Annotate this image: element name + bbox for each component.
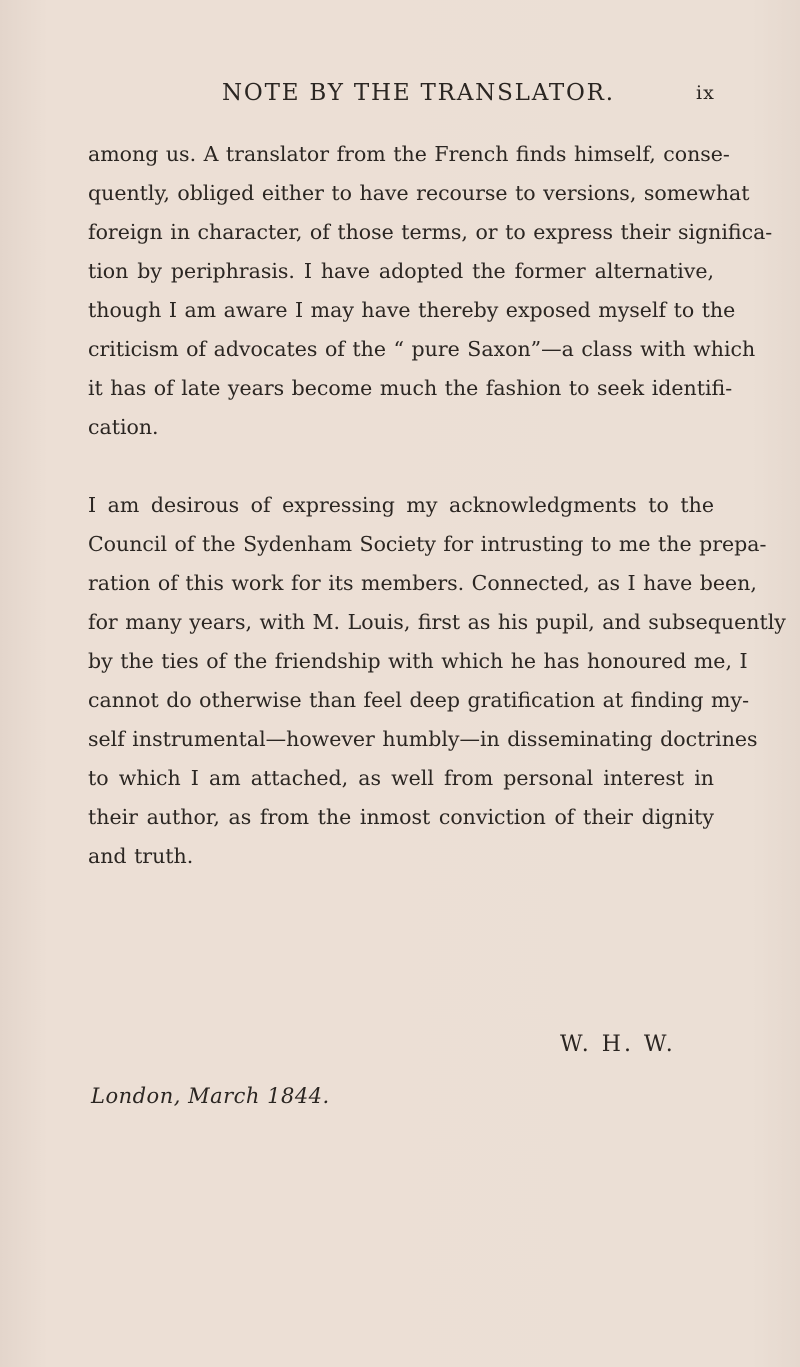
running-title: NOTE BY THE TRANSLATOR. <box>222 80 615 106</box>
text-line: by the ties of the friendship with which he has honoured me, I <box>88 649 748 673</box>
text-line: and truth. <box>88 844 194 868</box>
text-line: quently, obliged either to have recourse to versions, somewhat <box>88 181 750 205</box>
text-line: tion by periphrasis. I have adopted the former alternative, <box>88 259 714 283</box>
paragraph-1 <box>88 135 773 447</box>
text-line: ration of this work for its members. Connected, as I have been, <box>88 571 757 595</box>
body-text <box>88 135 786 876</box>
text-line: criticism of advocates of the “ pure Saxon”—a class with which <box>88 337 756 361</box>
text-line: it has of late years become much the fashion to seek identifi- <box>88 376 733 400</box>
translator-signature: W. H. W. <box>560 1032 676 1057</box>
text-line: their author, as from the inmost conviction of their dignity <box>88 805 714 829</box>
text-line: though I am aware I may have thereby exposed myself to the <box>88 298 736 322</box>
text-line: to which I am attached, as well from personal interest in <box>88 766 714 790</box>
paragraph-2 <box>88 486 786 876</box>
page-number: ix <box>696 82 715 104</box>
text-line: for many years, with M. Louis, first as his pupil, and subsequently <box>88 610 786 634</box>
page-header <box>0 80 800 116</box>
text-line: Council of the Sydenham Society for intrusting to me the prepa- <box>88 532 767 556</box>
text-line: cannot do otherwise than feel deep gratification at finding my- <box>88 688 749 712</box>
dateline: London, March 1844. <box>91 1084 330 1108</box>
text-line: foreign in character, of those terms, or to express their significa- <box>88 220 773 244</box>
text-line: cation. <box>88 415 159 439</box>
text-line: self instrumental—however humbly—in disseminating doctrines <box>88 727 758 751</box>
text-line: I am desirous of expressing my acknowledgments to the <box>88 493 714 517</box>
text-line: among us. A translator from the French finds himself, conse- <box>88 142 730 166</box>
